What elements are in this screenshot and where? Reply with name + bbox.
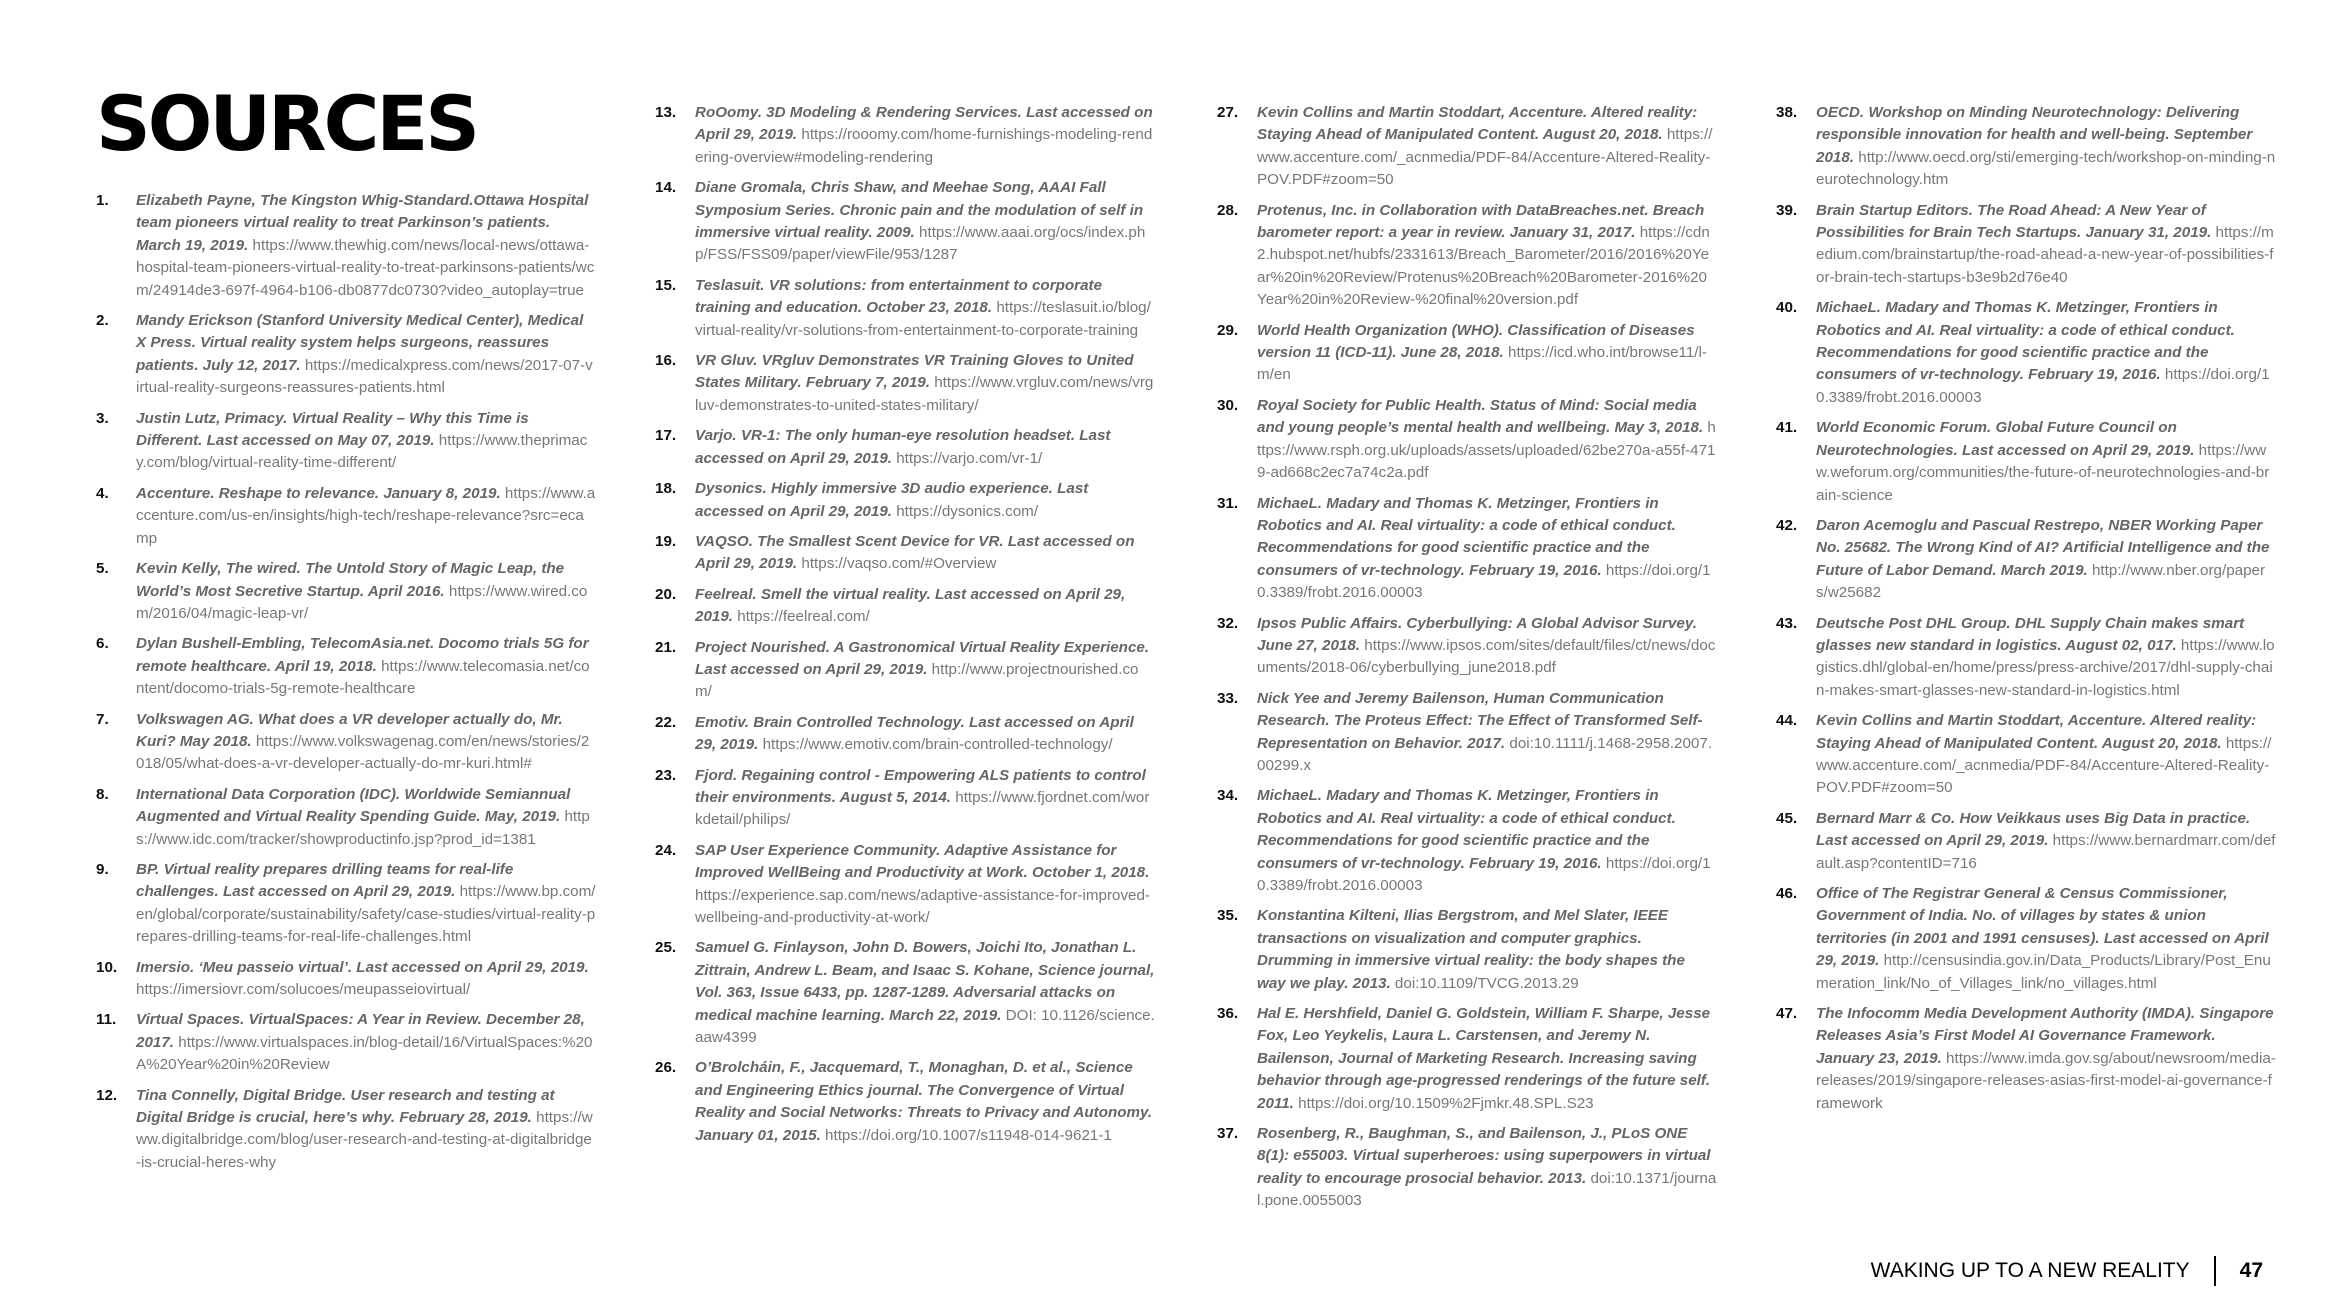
source-entry <box>96 957 596 1002</box>
source-citation: Protenus, Inc. in Collaboration with DataBreaches.net. Breach barometer report: a year in review. January 31, 2017. <box>1257 201 1705 242</box>
page-footer <box>1871 1256 2263 1286</box>
source-link[interactable]: http://www.projectnourished.com/ <box>695 660 1139 701</box>
source-citation: International Data Corporation (IDC). Worldwide Semiannual Augmented and Virtual Reality Spending Guide. May, 2019. <box>136 785 571 826</box>
source-link[interactable]: https://www.wired.com/2016/04/magic-leap-vr/ <box>136 582 588 622</box>
source-entry <box>1217 785 1717 897</box>
source-number: 46. <box>1776 885 1798 902</box>
source-citation: VAQSO. The Smallest Scent Device for VR. Last accessed on April 29, 2019. <box>695 532 1135 573</box>
source-number: 20. <box>655 585 677 603</box>
source-citation: VR Gluv. VRgluv Demonstrates VR Training Gloves to United States Military. February 7, 2019. <box>695 352 1134 392</box>
source-link[interactable]: https://www.emotiv.com/brain-controlled-technology/ <box>762 736 1113 754</box>
source-citation: OECD. Workshop on Minding Neurotechnology: Delivering responsible innovation for health and well-being. September 2018. <box>1816 104 2253 166</box>
source-link[interactable]: https://rooomy.com/home-furnishings-modeling-rendering-overview#modeling-rendering <box>695 126 1153 166</box>
source-citation: SAP User Experience Community. Adaptive Assistance for Improved WellBeing and Productivity at Work. October 1, 2018. <box>695 841 1150 882</box>
source-entry <box>96 784 596 851</box>
source-number: 10. <box>96 958 118 976</box>
source-entry <box>655 637 1155 704</box>
source-citation: Nick Yee and Jeremy Bailenson, Human Communication Research. The Proteus Effect: The Effect of Transformed Self-Representation on Behavior. 2017. <box>1257 689 1703 752</box>
source-number: 9. <box>96 860 109 878</box>
source-citation: O’Brolcháin, F., Jacquemard, T., Monaghan, D. et al., Science and Engineering Ethics journal. The Convergence of Virtual Reality and Social Networks: Threats to Privacy and Autonomy. January 01, 2015. <box>695 1059 1153 1144</box>
source-number: 38. <box>1776 104 1798 121</box>
source-link[interactable]: https://doi.org/10.3389/frobt.2016.00003 <box>1257 561 1711 602</box>
source-number: 7. <box>96 710 109 728</box>
source-entry <box>96 483 596 550</box>
source-citation: Imersio. ‘Meu passeio virtual’. Last accessed on April 29, 2019. <box>136 958 589 976</box>
source-link[interactable]: https://www.rsph.org.uk/uploads/assets/uploaded/62be270a-a55f-4719-ad668c2ec7a74c2a.pdf <box>1257 419 1716 482</box>
source-number: 6. <box>96 635 109 653</box>
source-number: 35. <box>1217 907 1239 925</box>
source-citation: RoOomy. 3D Modeling & Rendering Services. Last accessed on April 29, 2019. <box>695 104 1153 144</box>
source-number: 30. <box>1217 396 1239 414</box>
source-entry <box>1776 297 2276 409</box>
source-citation: Daron Acemoglu and Pascual Restrepo, NBER Working Paper No. 25682. The Wrong Kind of AI? Artificial Intelligence and the Future of Labor Demand. March 2019. <box>1816 516 2270 579</box>
source-link[interactable]: https://www.accenture.com/_acnmedia/PDF-84/Accenture-Altered-Reality-POV.PDF#zoom=50 <box>1257 126 1713 189</box>
source-link[interactable]: doi:10.1109/TVCG.2013.29 <box>1394 974 1579 992</box>
source-link[interactable]: https://www.telecomasia.net/content/docomo-trials-5g-remote-healthcare <box>136 657 590 698</box>
source-link[interactable]: https://www.accenture.com/_acnmedia/PDF-84/Accenture-Altered-Reality-POV.PDF#zoom=50 <box>1816 734 2272 797</box>
source-entry <box>655 478 1155 523</box>
source-entry <box>1776 883 2276 995</box>
source-citation: BP. Virtual reality prepares drilling teams for real-life challenges. Last accessed on April 29, 2019. <box>136 860 514 901</box>
source-number: 22. <box>655 713 677 731</box>
source-number: 4. <box>96 484 109 502</box>
source-citation: MichaeL. Madary and Thomas K. Metzinger, Frontiers in Robotics and AI. Real virtuality: a code of ethical conduct. Recommendations for good scientific practice and the consumers of vr-technology. February 19, 2016. <box>1257 787 1676 872</box>
source-number: 28. <box>1217 201 1239 219</box>
source-link[interactable]: https://www.digitalbridge.com/blog/user-research-and-testing-at-digitalbridge-is-crucial-heres-why <box>136 1109 593 1171</box>
source-citation: World Economic Forum. Global Future Council on Neurotechnologies. Last accessed on April 29, 2019. <box>1816 419 2195 459</box>
source-number: 34. <box>1217 787 1239 805</box>
source-link[interactable]: http://www.oecd.org/sti/emerging-tech/workshop-on-minding-neurotechnology.htm <box>1816 148 2276 189</box>
source-citation: Diane Gromala, Chris Shaw, and Meehae Song, AAAI Fall Symposium Series. Chronic pain and the modulation of self in immersive virtual reality. 2009. <box>695 179 1144 242</box>
source-link[interactable]: https://www.bp.com/en/global/corporate/sustainability/safety/case-studies/virtual-reality-prepares-drilling-teams-for-real-life-challenges.html <box>136 883 596 946</box>
source-entry <box>1776 417 2276 507</box>
source-number: 44. <box>1776 712 1798 730</box>
source-number: 33. <box>1217 689 1239 707</box>
source-citation: Deutsche Post DHL Group. DHL Supply Chain makes smart glasses new standard in logistics. August 02, 017. <box>1816 614 2245 654</box>
source-number: 5. <box>96 560 109 578</box>
source-entry <box>1217 200 1717 312</box>
source-entry <box>1776 613 2276 703</box>
source-citation: Fjord. Regaining control - Empowering ALS patients to control their environments. August 5, 2014. <box>695 766 1146 806</box>
source-link[interactable]: https://doi.org/10.1007/s11948-014-9621-1 <box>825 1126 1112 1144</box>
source-citation: Brain Startup Editors. The Road Ahead: A New Year of Possibilities for Brain Tech Startups. January 31, 2019. <box>1816 201 2212 242</box>
source-number: 21. <box>655 638 677 656</box>
source-citation: Konstantina Kilteni, Ilias Bergstrom, and Mel Slater, IEEE transactions on visualization and computer graphics. Drumming in immersive virtual reality: the body shapes the way we play. 2013. <box>1257 907 1685 992</box>
source-citation: Kevin Kelly, The wired. The Untold Story of Magic Leap, the World’s Most Secretive Startup. April 2016. <box>136 560 565 600</box>
source-citation: Elizabeth Payne, The Kingston Whig-Standard.Ottawa Hospital team pioneers virtual reality to treat Parkinson’s patients. March 19, 2019. <box>136 192 589 254</box>
source-entry <box>1217 395 1717 485</box>
source-entry <box>96 558 596 625</box>
source-link[interactable]: doi:10.1111/j.1468-2958.2007.00299.x <box>1257 734 1713 774</box>
source-number: 1. <box>96 192 109 209</box>
source-link[interactable]: https://icd.who.int/browse11/l-m/en <box>1257 344 1707 384</box>
source-citation: Varjo. VR-1: The only human-eye resolution headset. Last accessed on April 29, 2019. <box>695 427 1111 467</box>
source-number: 8. <box>96 785 109 803</box>
source-number: 36. <box>1217 1005 1239 1023</box>
source-link[interactable]: https://doi.org/10.1509%2Fjmkr.48.SPL.S23 <box>1298 1094 1594 1112</box>
sources-column-4 <box>1776 102 2276 1123</box>
source-link[interactable]: https://teslasuit.io/blog/virtual-reality/vr-solutions-from-entertainment-to-corporate-training <box>695 299 1151 339</box>
source-number: 23. <box>655 766 677 784</box>
source-entry <box>96 310 596 400</box>
source-link[interactable]: http://www.nber.org/papers/w25682 <box>1816 561 2266 602</box>
source-citation: Office of The Registrar General & Census Commissioner, Government of India. No. of villages by states & union territories (in 2001 and 1991 censuses). Last accessed on April 29, 2019. <box>1816 885 2269 970</box>
source-link[interactable]: https://www.aaai.org/ocs/index.php/FSS/FSS09/paper/viewFile/953/1287 <box>695 224 1146 264</box>
source-entry <box>1217 905 1717 995</box>
source-link[interactable]: https://www.idc.com/tracker/showproductinfo.jsp?prod_id=1381 <box>136 808 590 848</box>
source-citation: Dylan Bushell-Embling, TelecomAsia.net. Docomo trials 5G for remote healthcare. April 19, 2018. <box>136 635 589 675</box>
source-number: 40. <box>1776 299 1798 317</box>
source-entry <box>1217 688 1717 778</box>
source-entry <box>1217 102 1717 192</box>
source-number: 47. <box>1776 1005 1798 1023</box>
source-number: 27. <box>1217 104 1239 121</box>
source-number: 32. <box>1217 614 1239 632</box>
source-number: 11. <box>96 1011 117 1029</box>
source-entry <box>96 408 596 475</box>
source-citation: Volkswagen AG. What does a VR developer actually do, Mr. Kuri? May 2018. <box>136 710 563 750</box>
source-citation: MichaeL. Madary and Thomas K. Metzinger, Frontiers in Robotics and AI. Real virtuality: a code of ethical conduct. Recommendations for good scientific practice and the consumers of vr-technology. February 19, 2016. <box>1816 299 2235 384</box>
source-entry <box>1776 710 2276 800</box>
source-citation: Hal E. Hershfield, Daniel G. Goldstein, William F. Sharpe, Jesse Fox, Leo Yeykelis, Laura L. Carstensen, and Jeremy N. Bailenson, Journal of Marketing Research. Increasing saving behavior through age-progressed renderings of the future self. 2011. <box>1257 1005 1711 1112</box>
source-link[interactable]: https://www.vrgluv.com/news/vrgluv-demonstrates-to-united-states-military/ <box>695 374 1154 414</box>
source-entry <box>655 1057 1155 1147</box>
source-citation: Justin Lutz, Primacy. Virtual Reality – Why this Time is Different. Last accessed on May 07, 2019. <box>136 409 529 450</box>
source-citation: Tina Connelly, Digital Bridge. User research and testing at Digital Bridge is crucial, here’s why. February 28, 2019. <box>136 1086 555 1127</box>
source-entry <box>1776 102 2276 192</box>
source-link[interactable]: https://feelreal.com/ <box>737 608 870 626</box>
source-link[interactable]: https://www.accenture.com/us-en/insights/high-tech/reshape-relevance?src=ecamp <box>136 484 596 547</box>
source-number: 39. <box>1776 201 1798 219</box>
source-entry <box>655 102 1155 169</box>
source-number: 24. <box>655 841 677 859</box>
source-link[interactable]: https://cdn2.hubspot.net/hubfs/2331613/Breach_Barometer/2016/2016%20Year%20in%20Review/Protenus%20Breach%20Barometer-2016%20Year%20in%20Review-%20final%20version.pdf <box>1257 224 1710 309</box>
source-entry <box>655 584 1155 629</box>
source-link[interactable]: http://censusindia.gov.in/Data_Products/Library/Post_Enumeration_link/No_of_Villages_link/no_villages.html <box>1816 952 2271 992</box>
source-link[interactable]: https://www.fjordnet.com/workdetail/philips/ <box>695 788 1150 829</box>
source-citation: Kevin Collins and Martin Stoddart, Accenture. Altered reality: Staying Ahead of Manipulated Content. August 20, 2018. <box>1257 104 1698 144</box>
source-number: 16. <box>655 352 677 370</box>
source-entry <box>655 840 1155 930</box>
source-entry <box>96 859 596 949</box>
source-entry <box>1776 200 2276 290</box>
source-entry <box>655 350 1155 417</box>
source-citation: Dysonics. Highly immersive 3D audio experience. Last accessed on April 29, 2019. <box>695 480 1089 520</box>
source-link[interactable]: https://www.virtualspaces.in/blog-detail/16/VirtualSpaces:%20A%20Year%20in%20Review <box>136 1033 593 1074</box>
source-link[interactable]: https://www.theprimacy.com/blog/virtual-reality-time-different/ <box>136 432 588 472</box>
source-link[interactable]: https://www.volkswagenag.com/en/news/stories/2018/05/what-does-a-vr-developer-actually-do-mr-kuri.html# <box>136 732 590 773</box>
source-entry <box>655 275 1155 342</box>
source-number: 45. <box>1776 809 1798 827</box>
source-citation: Teslasuit. VR solutions: from entertainment to corporate training and education. October 23, 2018. <box>695 276 1103 317</box>
source-entry <box>655 765 1155 832</box>
source-entry <box>655 937 1155 1049</box>
source-link[interactable]: https://www.logistics.dhl/global-en/home/press/press-archive/2017/dhl-supply-chain-makes-smart-glasses-new-standard-in-logistics.html <box>1816 636 2275 699</box>
source-number: 2. <box>96 312 109 330</box>
source-citation: Mandy Erickson (Stanford University Medical Center), Medical X Press. Virtual reality system helps surgeons, reassures patients. July 12, 2017. <box>136 312 584 374</box>
source-entry <box>96 633 596 700</box>
source-entry <box>655 712 1155 757</box>
page-title: SOURCES <box>96 79 478 168</box>
source-link[interactable]: https://www.bernardmarr.com/default.asp?contentID=716 <box>1816 832 2276 872</box>
footer-divider <box>2214 1256 2216 1286</box>
footer-label: WAKING UP TO A NEW REALITY <box>1870 1259 2190 1282</box>
source-entry <box>1217 320 1717 387</box>
source-link[interactable]: https://varjo.com/vr-1/ <box>896 449 1043 467</box>
source-number: 18. <box>655 480 677 498</box>
page-number: 47 <box>2239 1259 2263 1282</box>
source-entry <box>655 425 1155 470</box>
source-number: 3. <box>96 409 109 427</box>
source-entry <box>96 190 596 302</box>
source-link[interactable]: https://vaqso.com/#Overview <box>801 555 997 573</box>
source-number: 43. <box>1776 614 1798 632</box>
source-number: 12. <box>96 1086 118 1104</box>
source-link[interactable]: https://medium.com/brainstartup/the-road-ahead-a-new-year-of-possibilities-for-brain-tech-startups-b3e9b2d76e40 <box>1816 224 2274 286</box>
source-link[interactable]: https://www.weforum.org/communities/the-future-of-neurotechnologies-and-brain-science <box>1816 441 2270 504</box>
source-citation: MichaeL. Madary and Thomas K. Metzinger, Frontiers in Robotics and AI. Real virtuality: a code of ethical conduct. Recommendations for good scientific practice and the consumers of vr-technology. February 19, 2016. <box>1257 494 1676 579</box>
source-link[interactable]: https://doi.org/10.3389/frobt.2016.00003 <box>1257 854 1711 894</box>
source-link[interactable]: https://www.ipsos.com/sites/default/files/ct/news/documents/2018-06/cyberbullying_june2018.pdf <box>1257 636 1716 677</box>
source-number: 25. <box>655 939 677 957</box>
source-link[interactable]: https://www.imda.gov.sg/about/newsroom/media-releases/2019/singapore-releases-asias-first-model-ai-governance-framework <box>1816 1049 2276 1112</box>
source-citation: Kevin Collins and Martin Stoddart, Accenture. Altered reality: Staying Ahead of Manipulated Content. August 20, 2018. <box>1816 712 2257 752</box>
sources-column-3 <box>1217 102 1717 1221</box>
source-link[interactable]: doi:10.1371/journal.pone.0055003 <box>1257 1169 1717 1210</box>
source-number: 29. <box>1217 321 1239 339</box>
source-entry <box>96 709 596 776</box>
source-number: 14. <box>655 179 677 197</box>
source-number: 31. <box>1217 494 1239 512</box>
source-entry <box>1217 493 1717 605</box>
source-entry <box>96 1009 596 1076</box>
source-link[interactable]: https://medicalxpress.com/news/2017-07-virtual-reality-surgeons-reassures-patients.html <box>136 356 593 397</box>
source-entry <box>1217 1003 1717 1115</box>
source-number: 26. <box>655 1059 677 1077</box>
source-number: 15. <box>655 276 677 294</box>
sources-column-2 <box>655 102 1155 1155</box>
source-entry <box>1776 1003 2276 1115</box>
source-entry <box>1776 515 2276 605</box>
source-number: 19. <box>655 532 677 550</box>
source-number: 37. <box>1217 1125 1239 1143</box>
source-citation: The Infocomm Media Development Authority (IMDA). Singapore Releases Asia’s First Model AI Governance Framework. January 23, 2019. <box>1816 1005 2274 1067</box>
source-link[interactable]: https://www.thewhig.com/news/local-news/ottawa-hospital-team-pioneers-virtual-reality-to-treat-parkinsons-patients/wcm/24914de3-697f-4964-b106-db0877dc0730?video_autoplay=true <box>136 236 595 299</box>
source-citation: World Health Organization (WHO). Classification of Diseases version 11 (ICD-11). June 28, 2018. <box>1257 321 1695 362</box>
source-number: 17. <box>655 427 677 445</box>
source-link[interactable]: https://doi.org/10.3389/frobt.2016.00003 <box>1816 366 2270 406</box>
source-entry <box>655 531 1155 576</box>
source-entry <box>96 1085 596 1175</box>
source-link[interactable]: https://experience.sap.com/news/adaptive-assistance-for-improved-wellbeing-and-productivity-at-work/ <box>695 886 1150 926</box>
source-citation: Accenture. Reshape to relevance. January 8, 2019. <box>136 484 501 502</box>
source-citation: Emotiv. Brain Controlled Technology. Last accessed on April 29, 2019. <box>695 713 1134 754</box>
source-citation: Samuel G. Finlayson, John D. Bowers, Joichi Ito, Jonathan L. Zittrain, Andrew L. Beam, and Isaac S. Kohane, Science journal, Vol. 363, Issue 6433, pp. 1287-1289. Adversarial attacks on medical machine learning. March 22, 2019. <box>695 939 1155 1024</box>
source-citation: Bernard Marr & Co. How Veikkaus uses Big Data in practice. Last accessed on April 29, 2019. <box>1816 809 2251 850</box>
source-link[interactable]: https://imersiovr.com/solucoes/meupasseiovirtual/ <box>136 981 471 998</box>
source-entry <box>655 177 1155 267</box>
source-citation: Feelreal. Smell the virtual reality. Last accessed on April 29, 2019. <box>695 585 1126 626</box>
source-citation: Ipsos Public Affairs. Cyberbullying: A Global Advisor Survey. June 27, 2018. <box>1257 614 1697 654</box>
source-link[interactable]: DOI: 10.1126/science.aaw4399 <box>695 1006 1155 1047</box>
source-entry <box>1217 613 1717 680</box>
source-number: 41. <box>1776 419 1798 437</box>
source-number: 13. <box>655 104 677 121</box>
sources-column-1 <box>96 190 596 1182</box>
source-citation: Royal Society for Public Health. Status of Mind: Social media and young people’s mental health and wellbeing. May 3, 2018. <box>1257 396 1704 437</box>
source-link[interactable]: https://dysonics.com/ <box>896 502 1039 520</box>
source-entry <box>1217 1123 1717 1213</box>
source-citation: Rosenberg, R., Baughman, S., and Bailenson, J., PLoS ONE 8(1): e55003. Virtual superheroes: using superpowers in virtual reality to encourage prosocial behavior. 2013. <box>1257 1125 1711 1187</box>
source-citation: Virtual Spaces. VirtualSpaces: A Year in Review. December 28, 2017. <box>136 1011 585 1051</box>
source-number: 42. <box>1776 516 1798 534</box>
source-entry <box>1776 808 2276 875</box>
source-citation: Project Nourished. A Gastronomical Virtual Reality Experience. Last accessed on April 29, 2019. <box>695 638 1150 678</box>
